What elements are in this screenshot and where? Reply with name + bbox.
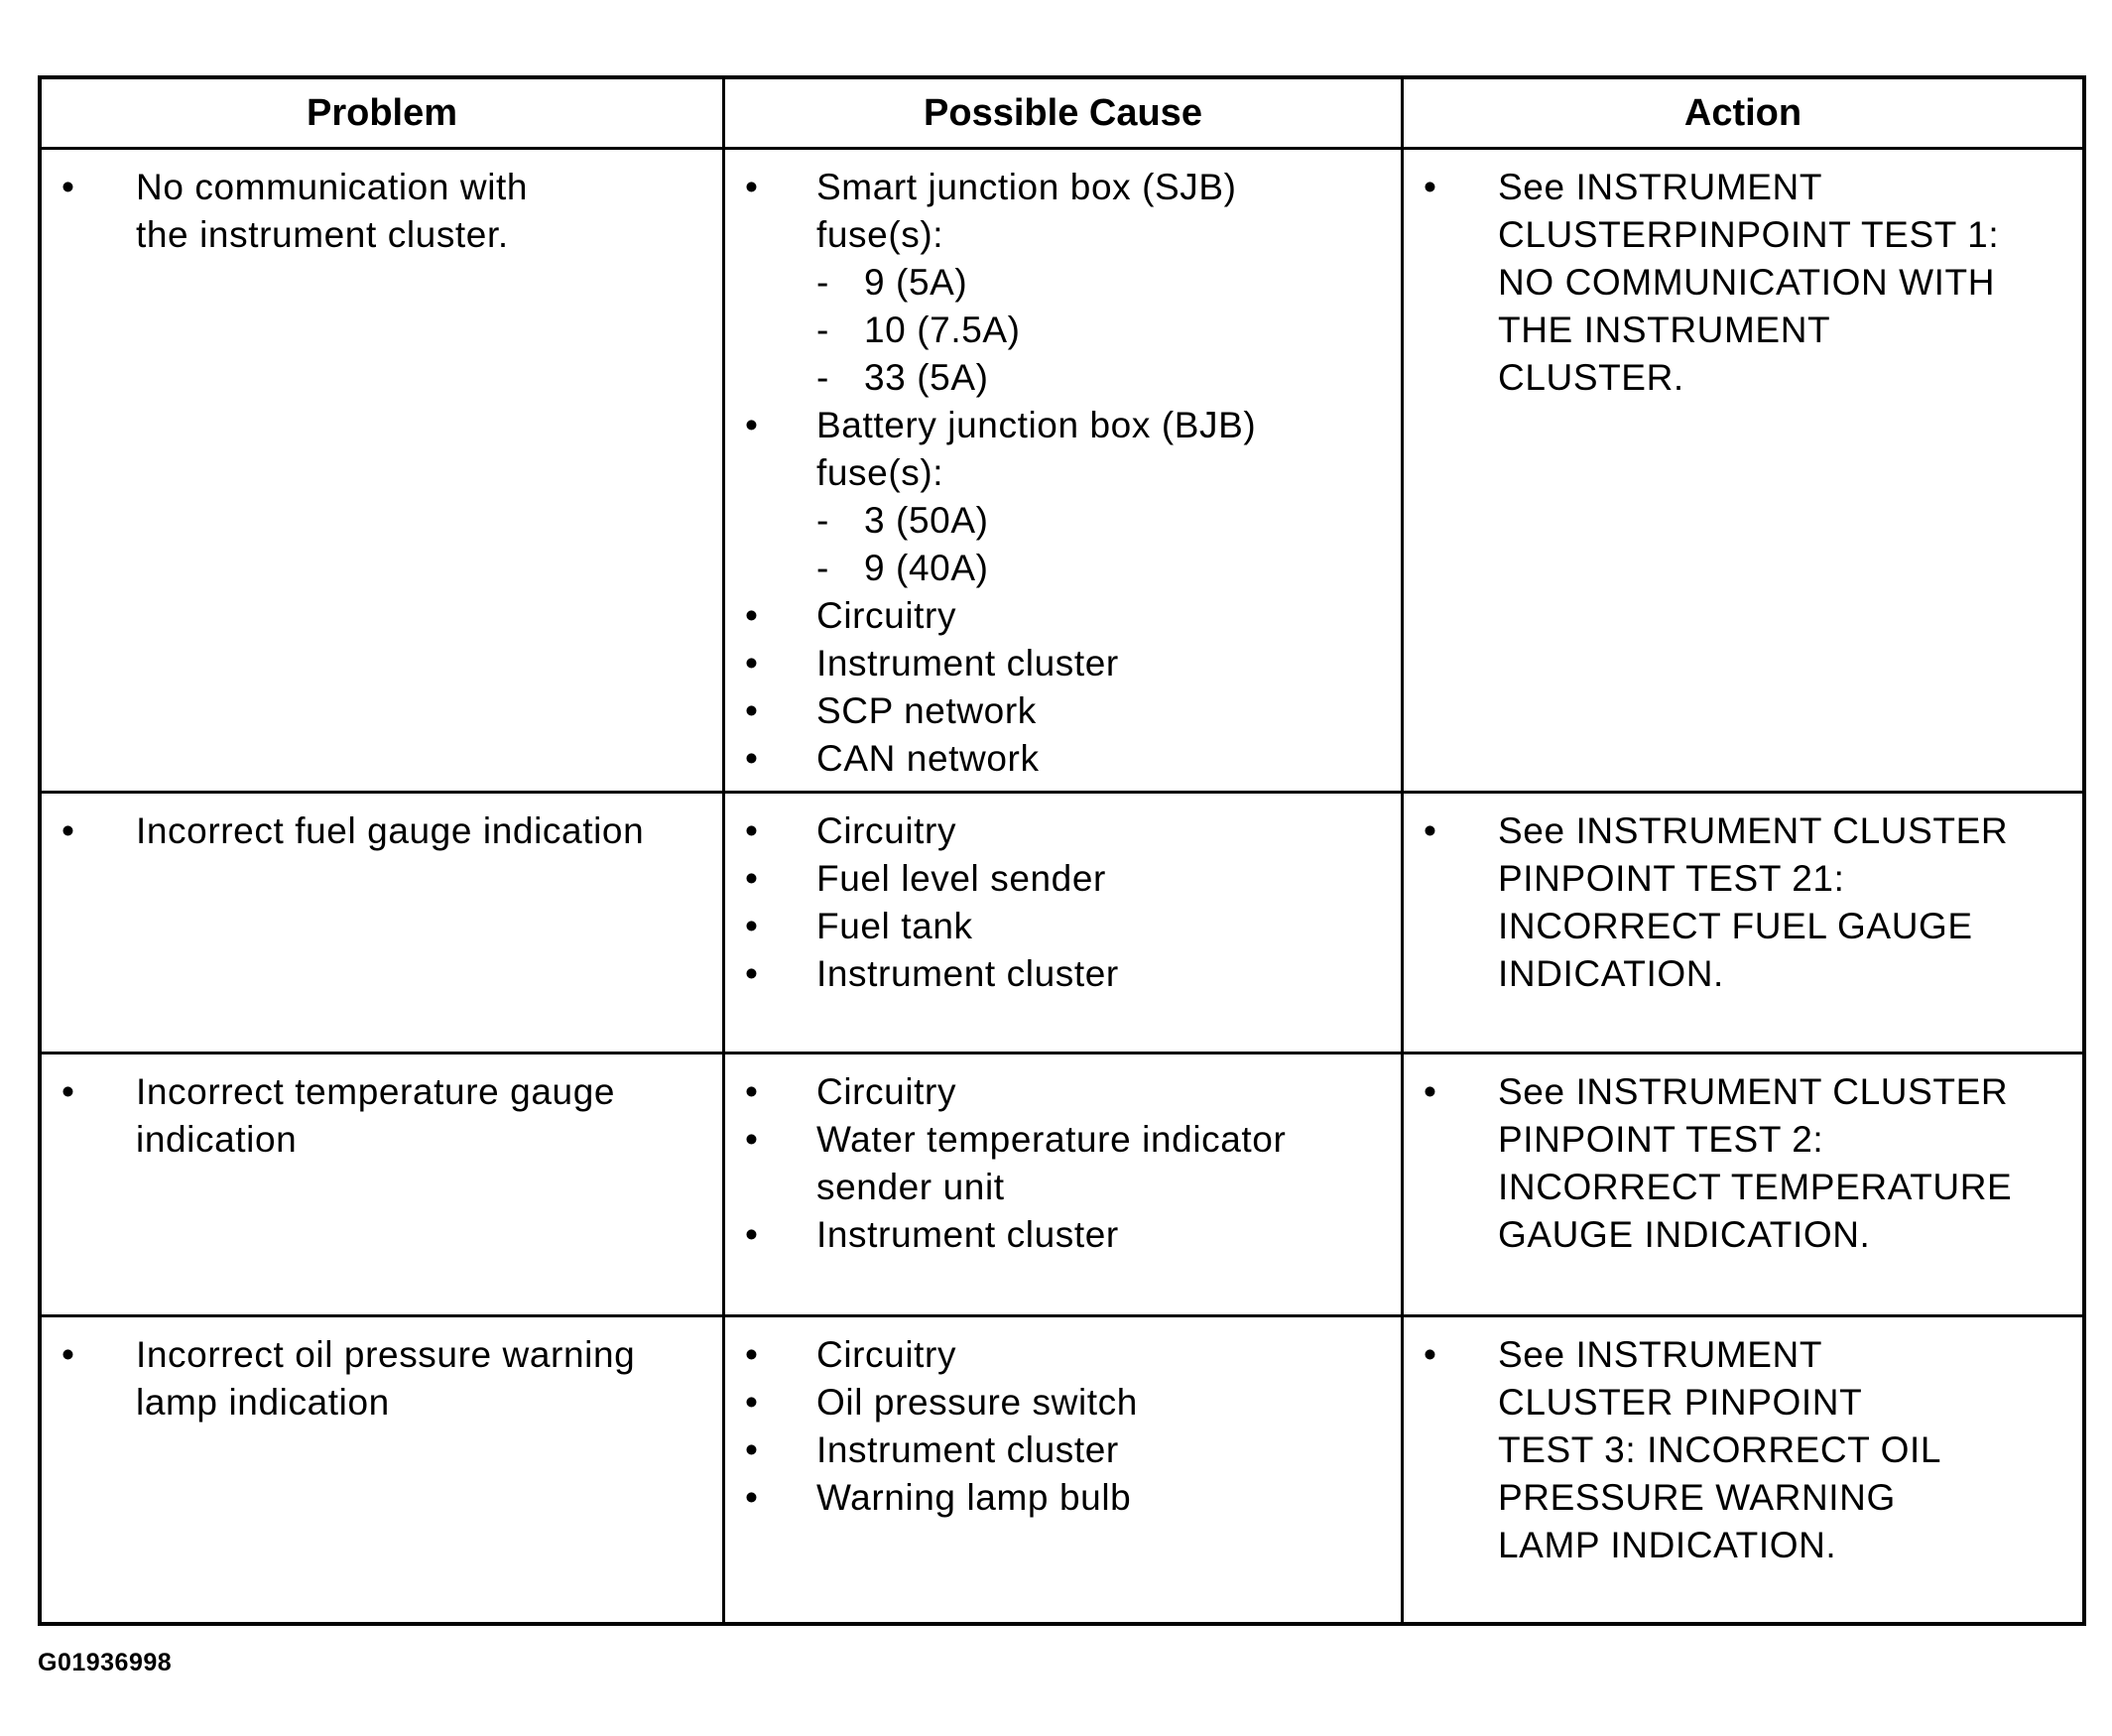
cause-cell	[725, 150, 1404, 794]
problem-cell	[42, 1317, 725, 1622]
cause-item: • Circuitry	[725, 1068, 1360, 1116]
action-cell	[1404, 1054, 2082, 1317]
fuse-item: - 9 (5A)	[725, 259, 1281, 307]
action-cell	[1404, 150, 2082, 794]
cause-item: • Fuel tank	[725, 903, 1401, 950]
action-cell	[1404, 794, 2082, 1054]
header-problem: Problem	[42, 79, 725, 150]
cause-item: • Instrument cluster	[725, 640, 1281, 687]
cause-item: • Instrument cluster	[725, 950, 1401, 998]
action-text: • See INSTRUMENT CLUSTER PINPOINT TEST 2: INCORRECT TEMPERATURE GAUGE INDICATION.	[1404, 1068, 2039, 1259]
cause-cell	[725, 1054, 1404, 1317]
diagnosis-table	[38, 75, 2086, 1626]
cause-item: • CAN network	[725, 735, 1281, 783]
cause-item: • Instrument cluster	[725, 1211, 1360, 1259]
problem-text: • Incorrect temperature gauge indication	[42, 1068, 637, 1164]
cause-item: • Circuitry	[725, 592, 1281, 640]
fuse-item: - 3 (50A)	[725, 497, 1281, 545]
fuse-item: - 9 (40A)	[725, 545, 1281, 592]
cause-item: • Oil pressure switch	[725, 1379, 1401, 1426]
cause-item: • Warning lamp bulb	[725, 1474, 1401, 1522]
problem-text: • Incorrect fuel gauge indication	[42, 807, 716, 855]
cause-item: • Water temperature indicator sender unit	[725, 1116, 1360, 1211]
action-text: • See INSTRUMENT CLUSTER PINPOINT TEST 3: INCORRECT OIL PRESSURE WARNING LAMP INDICATION.	[1404, 1331, 1959, 1569]
cause-item: • Smart junction box (SJB) fuse(s):	[725, 164, 1281, 259]
fuse-item: - 33 (5A)	[725, 354, 1281, 402]
action-text: • See INSTRUMENT CLUSTERPINPOINT TEST 1: NO COMMUNICATION WITH THE INSTRUMENT CLUSTER.	[1404, 164, 2019, 402]
cause-item: • SCP network	[725, 687, 1281, 735]
problem-text: • No communication with the instrument cluster.	[42, 164, 558, 259]
cause-item: • Circuitry	[725, 1331, 1401, 1379]
problem-cell	[42, 150, 725, 794]
header-action: Action	[1404, 79, 2082, 150]
cause-cell	[725, 794, 1404, 1054]
header-possible-cause: Possible Cause	[725, 79, 1404, 150]
cause-item: • Circuitry	[725, 807, 1401, 855]
cause-item: • Fuel level sender	[725, 855, 1401, 903]
cause-item: • Instrument cluster	[725, 1426, 1401, 1474]
problem-text: • Incorrect oil pressure warning lamp indication	[42, 1331, 677, 1426]
problem-cell	[42, 794, 725, 1054]
cause-cell	[725, 1317, 1404, 1622]
cause-item: • Battery junction box (BJB) fuse(s):	[725, 402, 1281, 497]
action-text: • See INSTRUMENT CLUSTER PINPOINT TEST 21: INCORRECT FUEL GAUGE INDICATION.	[1404, 807, 2019, 998]
figure-id: G01936998	[38, 1649, 173, 1676]
problem-cell	[42, 1054, 725, 1317]
fuse-item: - 10 (7.5A)	[725, 307, 1281, 354]
action-cell	[1404, 1317, 2082, 1622]
